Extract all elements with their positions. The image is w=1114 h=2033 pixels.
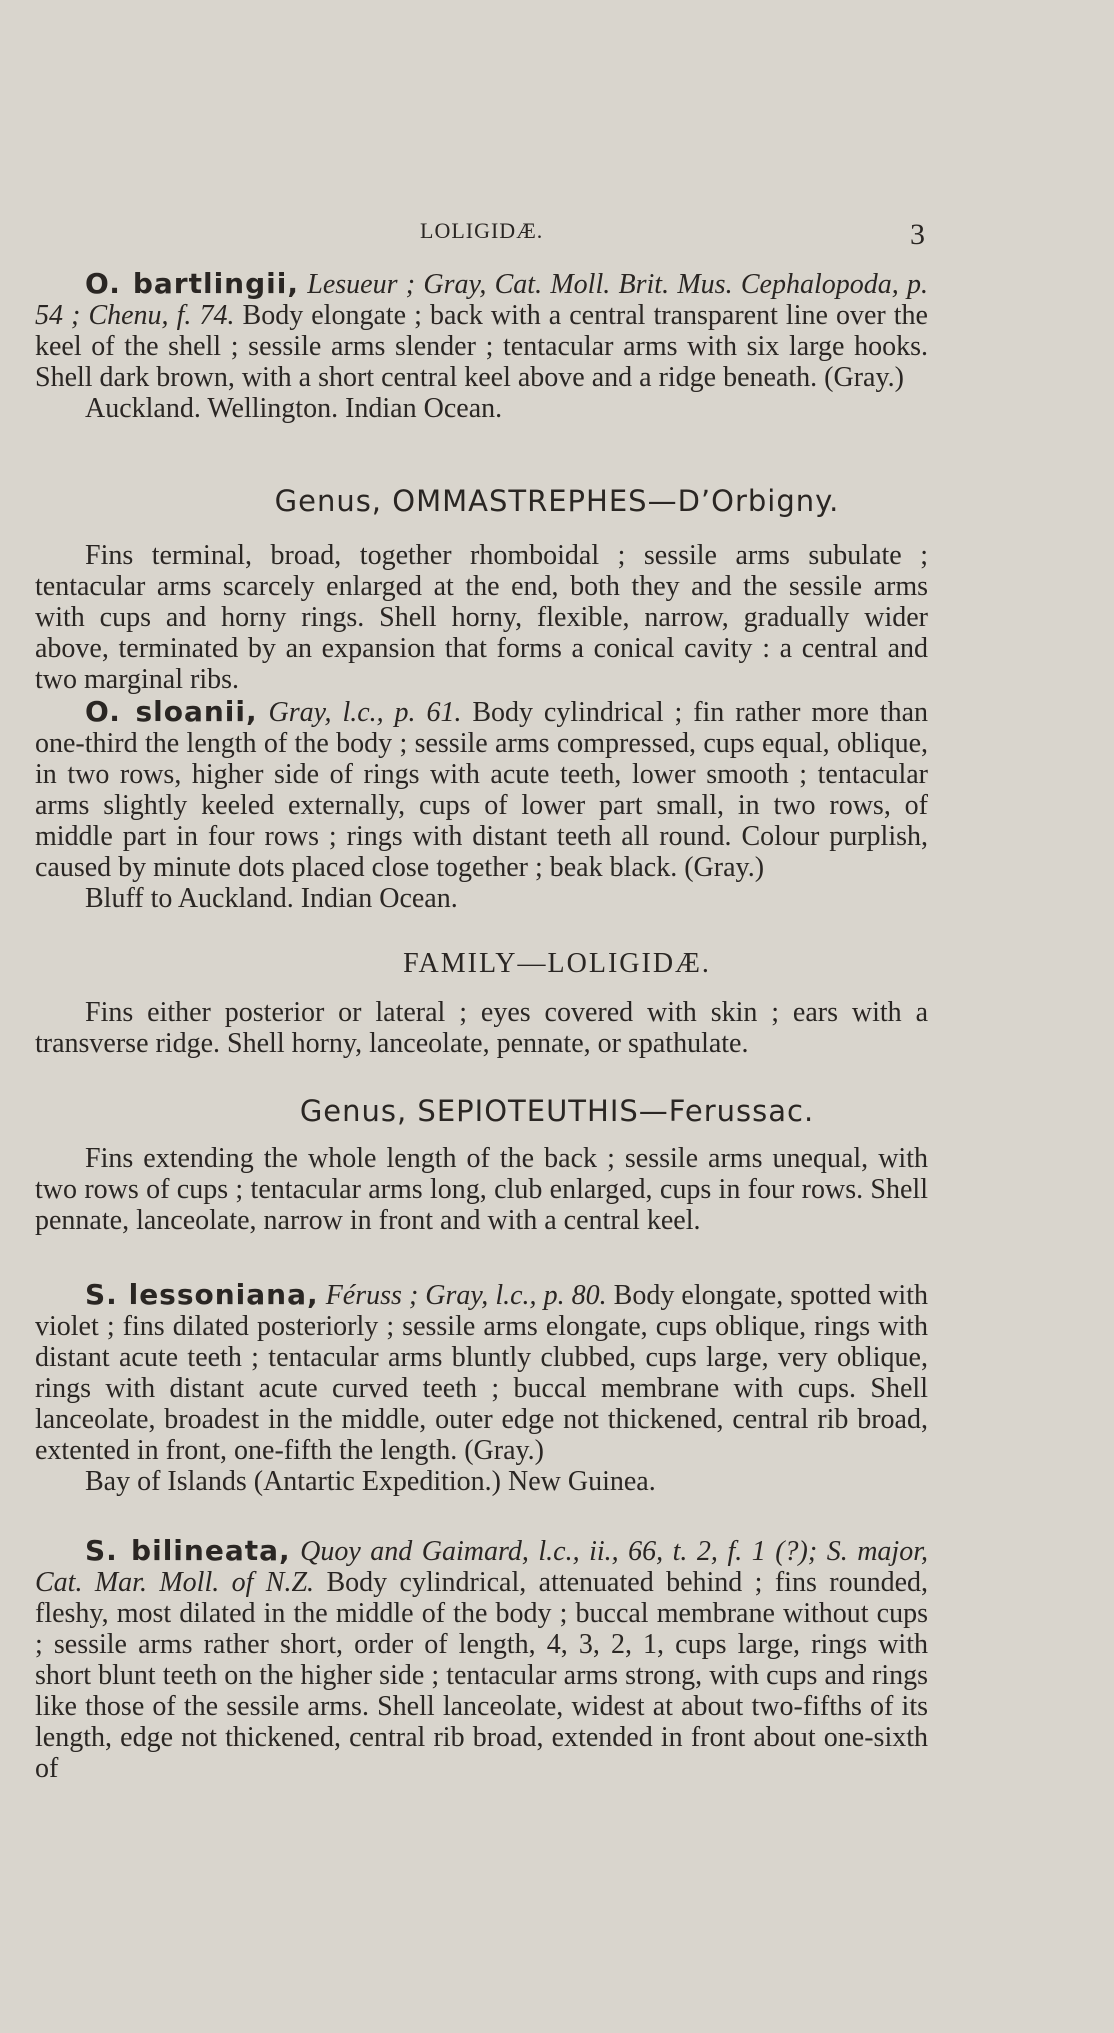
family-description: [35, 997, 928, 1059]
genus-description: [35, 540, 928, 695]
description: Body cylindrical ; fin rather more than one-third the length of the body ; sessile arms compressed, cups equal, oblique, in two rows, higher side of rings with acute teeth, lower smooth ; tentacular arms slightly keeled externally, cups of lower part small, in two rows, of middle part in four rows ; rings with distant teeth all round. Colour purplish, caused by minute dots placed close together ; beak black. (Gray.): [35, 697, 929, 883]
family-text: Fins either posterior or lateral ; eyes covered with skin ; ears with a transverse ridge. Shell horny, lanceolate, pennate, or spathulate.: [35, 997, 928, 1059]
citation: Gray, l.c., p. 61.: [268, 697, 462, 728]
locality: Bay of Islands (Antartic Expedition.) New Guinea.: [85, 1466, 656, 1497]
entry-bilineata: [35, 1535, 928, 1784]
genus-heading-sepioteuthis: Genus, SEPIOTEUTHIS—Ferussac.: [299, 1094, 815, 1128]
genus-heading: Genus, OMMASTREPHES—D’Orbigny.: [274, 484, 840, 518]
description: Body elongate ; back with a central transparent line over the keel of the shell ; sessile arms slender ; tentacular arms with six large hooks. Shell dark brown, with a short central keel above and a ridge beneath. (Gray.): [35, 300, 928, 393]
genus-text: Fins terminal, broad, together rhomboidal ; sessile arms subulate ; tentacular arms scarcely enlarged at the end, both they and the sessile arms with cups and horny rings. Shell horny, flexible, narrow, gradually wider above, terminated by an expansion that forms a conical cavity : a central and two marginal ribs.: [35, 540, 928, 695]
citation: Féruss ; Gray, l.c., p. 80.: [325, 1280, 607, 1311]
species-name: S. bilineata,: [85, 1534, 291, 1567]
locality: Auckland. Wellington. Indian Ocean.: [85, 393, 503, 424]
family-heading: FAMILY—LOLIGIDÆ.: [403, 948, 711, 979]
running-title: LOLIGIDÆ.: [420, 218, 544, 243]
entry-lessoniana: [35, 1279, 928, 1497]
genus-description-sepioteuthis: [35, 1143, 928, 1236]
entry-sloanii: [35, 696, 928, 914]
description: Body elongate, spotted with violet ; fins dilated posteriorly ; sessile arms elongate, cups oblique, rings with distant acute teeth ; tentacular arms bluntly clubbed, cups large, very oblique, rings with distant acute curved teeth ; buccal membrane with cups. Shell lanceolate, broadest in the middle, outer edge not thickened, central rib broad, extented in front, one-fifth the length. (Gray.): [35, 1280, 928, 1466]
species-name: O. sloanii,: [85, 695, 258, 728]
locality: Bluff to Auckland. Indian Ocean.: [85, 883, 458, 914]
species-name: O. bartlingii,: [85, 267, 299, 300]
citation: Quoy and Gaimard, l.c., ii., 66, t. 2, f. 1 (?); S. major, Cat. Mar. Moll. of N.Z.: [35, 1536, 928, 1598]
species-name: S. lessoniana,: [85, 1278, 319, 1311]
running-header: [0, 218, 1114, 251]
citation: Lesueur ; Gray, Cat. Moll. Brit. Mus. Cephalopoda, p. 54 ; Chenu, f. 74.: [35, 269, 928, 331]
entry-bartlingii: [35, 268, 928, 424]
description: Body cylindrical, attenuated behind ; fins rounded, fleshy, most dilated in the middle of the body ; buccal membrane without cups ; sessile arms rather short, order of length, 4, 3, 2, 1, cups large, rings with short blunt teeth on the higher side ; tentacular arms strong, with cups and rings like those of the sessile arms. Shell lanceolate, widest at about two-fifths of its length, edge not thickened, central rib broad, extended in front about one-sixth of: [35, 1567, 929, 1784]
genus-text: Fins extending the whole length of the back ; sessile arms unequal, with two rows of cups ; tentacular arms long, club enlarged, cups in four rows. Shell pennate, lanceolate, narrow in front and with a central keel.: [35, 1143, 928, 1236]
page-number: 3: [910, 218, 925, 251]
